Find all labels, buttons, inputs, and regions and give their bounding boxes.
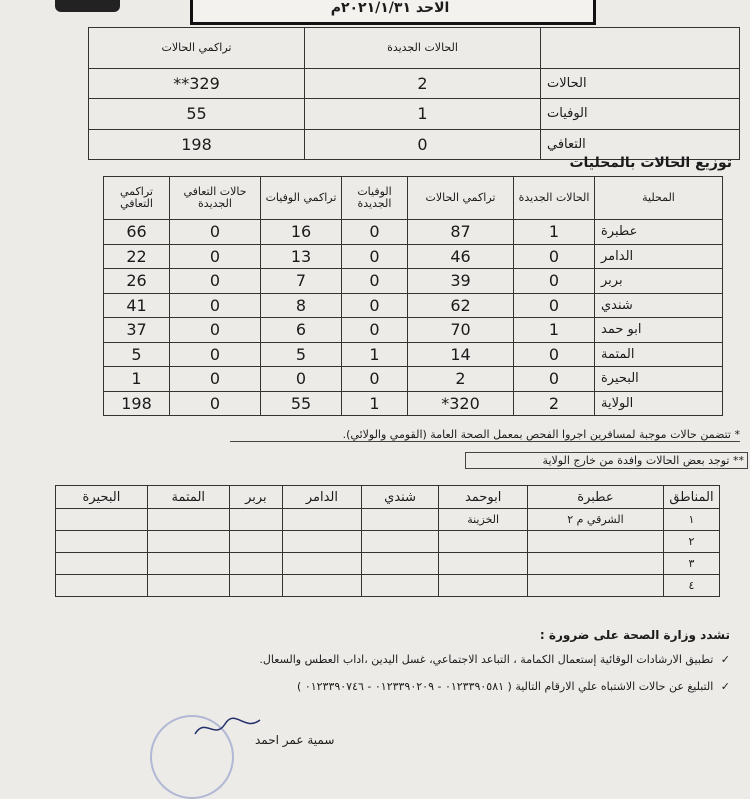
locality-total-recovered: 198 (104, 391, 170, 416)
district-cell (147, 509, 229, 531)
locality-row (104, 391, 723, 416)
summary-deaths-new: 1 (305, 99, 541, 129)
locality-name: بربر (595, 269, 723, 294)
locality-new-recovered: 0 (170, 244, 261, 269)
district-row-index: ٤ (664, 575, 720, 597)
district-cell (361, 509, 439, 531)
instruction-item-2-text: التبليغ عن حالات الاشتباه علي الارقام التالية ( ٠١٢٣٣٩٠٥٨١ - ٠١٢٣٣٩٠٢٠٩ - ٠١٢٣٣٩٠٧٤٦ ) (297, 680, 714, 693)
district-cell (56, 509, 148, 531)
locality-name: الدامر (595, 244, 723, 269)
locality-total-deaths: 55 (261, 391, 342, 416)
locality-new-deaths: 0 (342, 318, 408, 343)
locality-total-deaths: 8 (261, 293, 342, 318)
district-cell (361, 531, 439, 553)
locality-new-recovered: 0 (170, 220, 261, 245)
locality-new-recovered: 0 (170, 342, 261, 367)
district-cell (283, 531, 362, 553)
district-cell (439, 575, 527, 597)
district-cell (283, 575, 362, 597)
district-row (56, 509, 720, 531)
district-row (56, 575, 720, 597)
instruction-item-1 (50, 653, 730, 666)
locality-total-deaths: 0 (261, 367, 342, 392)
locality-row (104, 220, 723, 245)
locality-total-deaths: 16 (261, 220, 342, 245)
districts-body (56, 509, 720, 597)
summary-header-total: تراكمي الحالات (89, 28, 305, 69)
districts-header-row (56, 486, 720, 509)
locality-new-cases: 1 (514, 318, 595, 343)
locality-new-deaths: 0 (342, 220, 408, 245)
district-col-berber: بربر (229, 486, 283, 509)
district-row-index: ٣ (664, 553, 720, 575)
localities-table (103, 176, 723, 416)
district-col-damer: الدامر (283, 486, 362, 509)
locality-new-cases: 0 (514, 293, 595, 318)
district-cell (56, 553, 148, 575)
locality-total-deaths: 5 (261, 342, 342, 367)
locality-total-recovered: 26 (104, 269, 170, 294)
district-cell (527, 575, 663, 597)
district-row-index: ٢ (664, 531, 720, 553)
locality-name: شندي (595, 293, 723, 318)
locality-total-cases: 2 (408, 367, 514, 392)
locality-name: ابو حمد (595, 318, 723, 343)
locality-total-deaths: 6 (261, 318, 342, 343)
summary-cases-label: الحالات (541, 68, 740, 98)
summary-recovered-new: 0 (305, 129, 541, 159)
district-col-abuhamad: ابوحمد (439, 486, 527, 509)
locality-new-recovered: 0 (170, 367, 261, 392)
summary-cases-total: **329 (89, 68, 305, 98)
locality-name: المتمة (595, 342, 723, 367)
footnote-single-star: * تتضمن حالات موجبة لمسافرين اجروا الفحص بمعمل الصحة العامة (القومي والولائي). (230, 428, 740, 442)
district-cell (147, 575, 229, 597)
district-cell (439, 553, 527, 575)
locality-total-deaths: 7 (261, 269, 342, 294)
district-cell (56, 531, 148, 553)
district-cell (439, 531, 527, 553)
summary-deaths-label: الوفيات (541, 99, 740, 129)
localities-header-row (104, 177, 723, 220)
summary-row-cases (89, 68, 740, 98)
summary-cases-new: 2 (305, 68, 541, 98)
locality-total-cases: 70 (408, 318, 514, 343)
col-locality: المحلية (595, 177, 723, 220)
district-cell (147, 531, 229, 553)
district-cell (229, 509, 283, 531)
locality-total-cases: *320 (408, 391, 514, 416)
locality-total-recovered: 41 (104, 293, 170, 318)
locality-row (104, 244, 723, 269)
summary-deaths-total: 55 (89, 99, 305, 129)
locality-new-deaths: 1 (342, 391, 408, 416)
summary-header-new: الحالات الجديدة (305, 28, 541, 69)
top-dark-shape (55, 0, 120, 12)
summary-header-row (89, 28, 740, 69)
locality-new-deaths: 0 (342, 269, 408, 294)
district-cell: الخزينة (439, 509, 527, 531)
col-total-recovered: تراكمي التعافي (104, 177, 170, 220)
district-row (56, 531, 720, 553)
locality-row (104, 293, 723, 318)
locality-new-cases: 0 (514, 269, 595, 294)
locality-row (104, 342, 723, 367)
locality-name: البحيرة (595, 367, 723, 392)
locality-total-cases: 62 (408, 293, 514, 318)
district-cell (527, 553, 663, 575)
locality-row (104, 318, 723, 343)
locality-row (104, 367, 723, 392)
locality-total-cases: 14 (408, 342, 514, 367)
locality-name: عطبرة (595, 220, 723, 245)
locality-name: الولاية (595, 391, 723, 416)
locality-total-deaths: 13 (261, 244, 342, 269)
locality-total-cases: 46 (408, 244, 514, 269)
district-cell (283, 553, 362, 575)
instructions-title: تشدد وزارة الصحة على ضرورة : (539, 628, 730, 642)
locality-new-cases: 0 (514, 367, 595, 392)
check-icon: ✓ (720, 680, 730, 693)
section-title: توزيع الحالات بالمحليات (569, 155, 732, 171)
district-cell (361, 575, 439, 597)
locality-new-recovered: 0 (170, 293, 261, 318)
col-total-deaths: تراكمي الوفيات (261, 177, 342, 220)
locality-new-cases: 0 (514, 342, 595, 367)
district-col-regions: المناطق (664, 486, 720, 509)
col-total-cases: تراكمي الحالات (408, 177, 514, 220)
check-icon: ✓ (720, 653, 730, 666)
district-col-matamma: المتمة (147, 486, 229, 509)
locality-new-deaths: 0 (342, 244, 408, 269)
summary-recovered-label: التعافي (541, 129, 740, 159)
summary-table (88, 27, 740, 160)
summary-recovered-total: 198 (89, 129, 305, 159)
locality-total-recovered: 22 (104, 244, 170, 269)
locality-new-recovered: 0 (170, 391, 261, 416)
locality-total-recovered: 66 (104, 220, 170, 245)
summary-header-blank (541, 28, 740, 69)
district-cell (229, 575, 283, 597)
district-row-index: ١ (664, 509, 720, 531)
report-date: الاحد ٢٠٢١/١/٣١م (330, 0, 450, 16)
locality-new-recovered: 0 (170, 269, 261, 294)
locality-new-cases: 1 (514, 220, 595, 245)
summary-row-deaths (89, 99, 740, 129)
districts-table (55, 485, 720, 597)
localities-body (104, 220, 723, 416)
instruction-item-2 (50, 680, 730, 693)
district-cell: الشرقي م ٢ (527, 509, 663, 531)
district-cell (147, 553, 229, 575)
district-cell (361, 553, 439, 575)
district-cell (229, 553, 283, 575)
district-col-atbara: عطبرة (527, 486, 663, 509)
locality-new-deaths: 0 (342, 367, 408, 392)
col-new-recovered: حالات التعافي الجديدة (170, 177, 261, 220)
district-row (56, 553, 720, 575)
locality-new-deaths: 0 (342, 293, 408, 318)
locality-total-recovered: 5 (104, 342, 170, 367)
district-cell (229, 531, 283, 553)
col-new-deaths: الوفيات الجديدة (342, 177, 408, 220)
locality-total-cases: 39 (408, 269, 514, 294)
district-cell (527, 531, 663, 553)
district-col-shendi: شندي (361, 486, 439, 509)
locality-row (104, 269, 723, 294)
district-cell (56, 575, 148, 597)
col-new-cases: الحالات الجديدة (514, 177, 595, 220)
signer-name: سمية عمر احمد (255, 733, 335, 747)
locality-total-recovered: 1 (104, 367, 170, 392)
locality-total-recovered: 37 (104, 318, 170, 343)
district-col-buhaira: البحيرة (56, 486, 148, 509)
locality-new-recovered: 0 (170, 318, 261, 343)
locality-new-cases: 2 (514, 391, 595, 416)
footnote-double-star: ** توجد بعض الحالات وافدة من خارج الولاية (465, 452, 748, 469)
locality-total-cases: 87 (408, 220, 514, 245)
district-cell (283, 509, 362, 531)
locality-new-deaths: 1 (342, 342, 408, 367)
instruction-item-1-text: تطبيق الارشادات الوقائية إستعمال الكمامة ، التباعد الاجتماعي، غسل اليدين ،اداب العطس والسعال. (259, 653, 714, 666)
locality-new-cases: 0 (514, 244, 595, 269)
